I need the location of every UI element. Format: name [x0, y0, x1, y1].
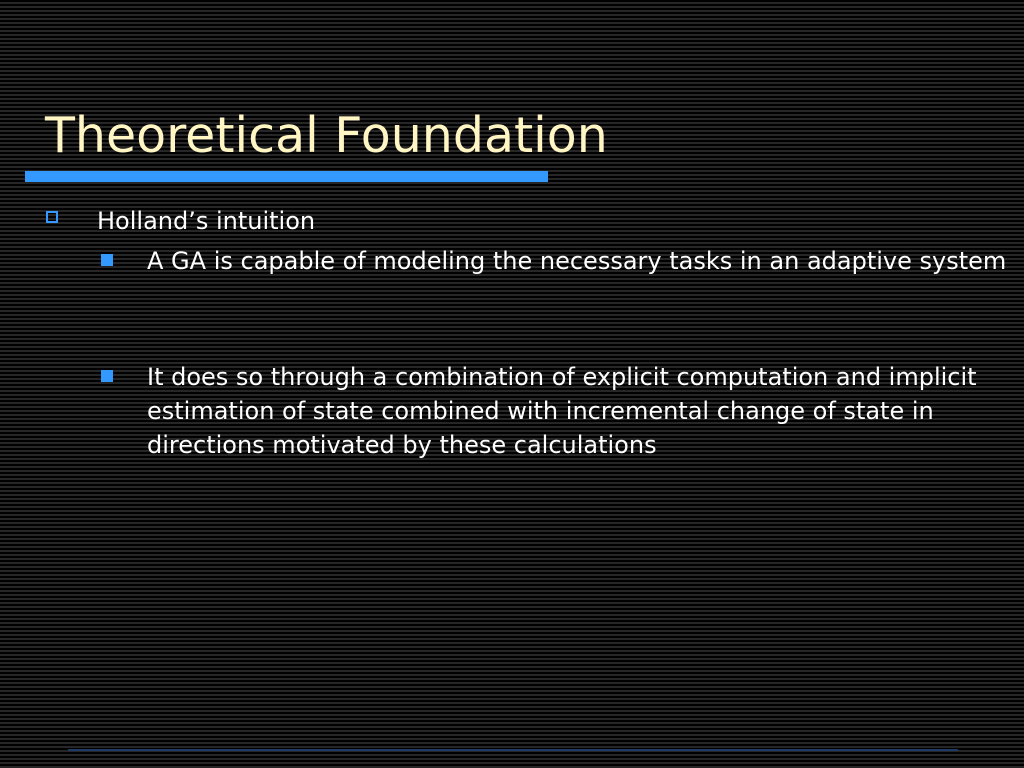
hollow-square-bullet-icon — [46, 211, 58, 223]
footer-divider — [68, 749, 958, 751]
filled-square-bullet-icon — [101, 254, 113, 266]
sub-bullet: A GA is capable of modeling the necessary tasks in an adaptive system — [147, 247, 1007, 275]
sub-bullet: It does so through a combination of explicit computation and implicit estimation of state combined with incremental change of state in directions motivated by these calculations — [147, 363, 977, 459]
filled-square-bullet-icon — [101, 370, 113, 382]
slide-title: Theoretical Foundation — [45, 107, 608, 164]
title-underline — [25, 171, 548, 182]
bullet-level1: Holland’s intuition — [97, 207, 316, 235]
